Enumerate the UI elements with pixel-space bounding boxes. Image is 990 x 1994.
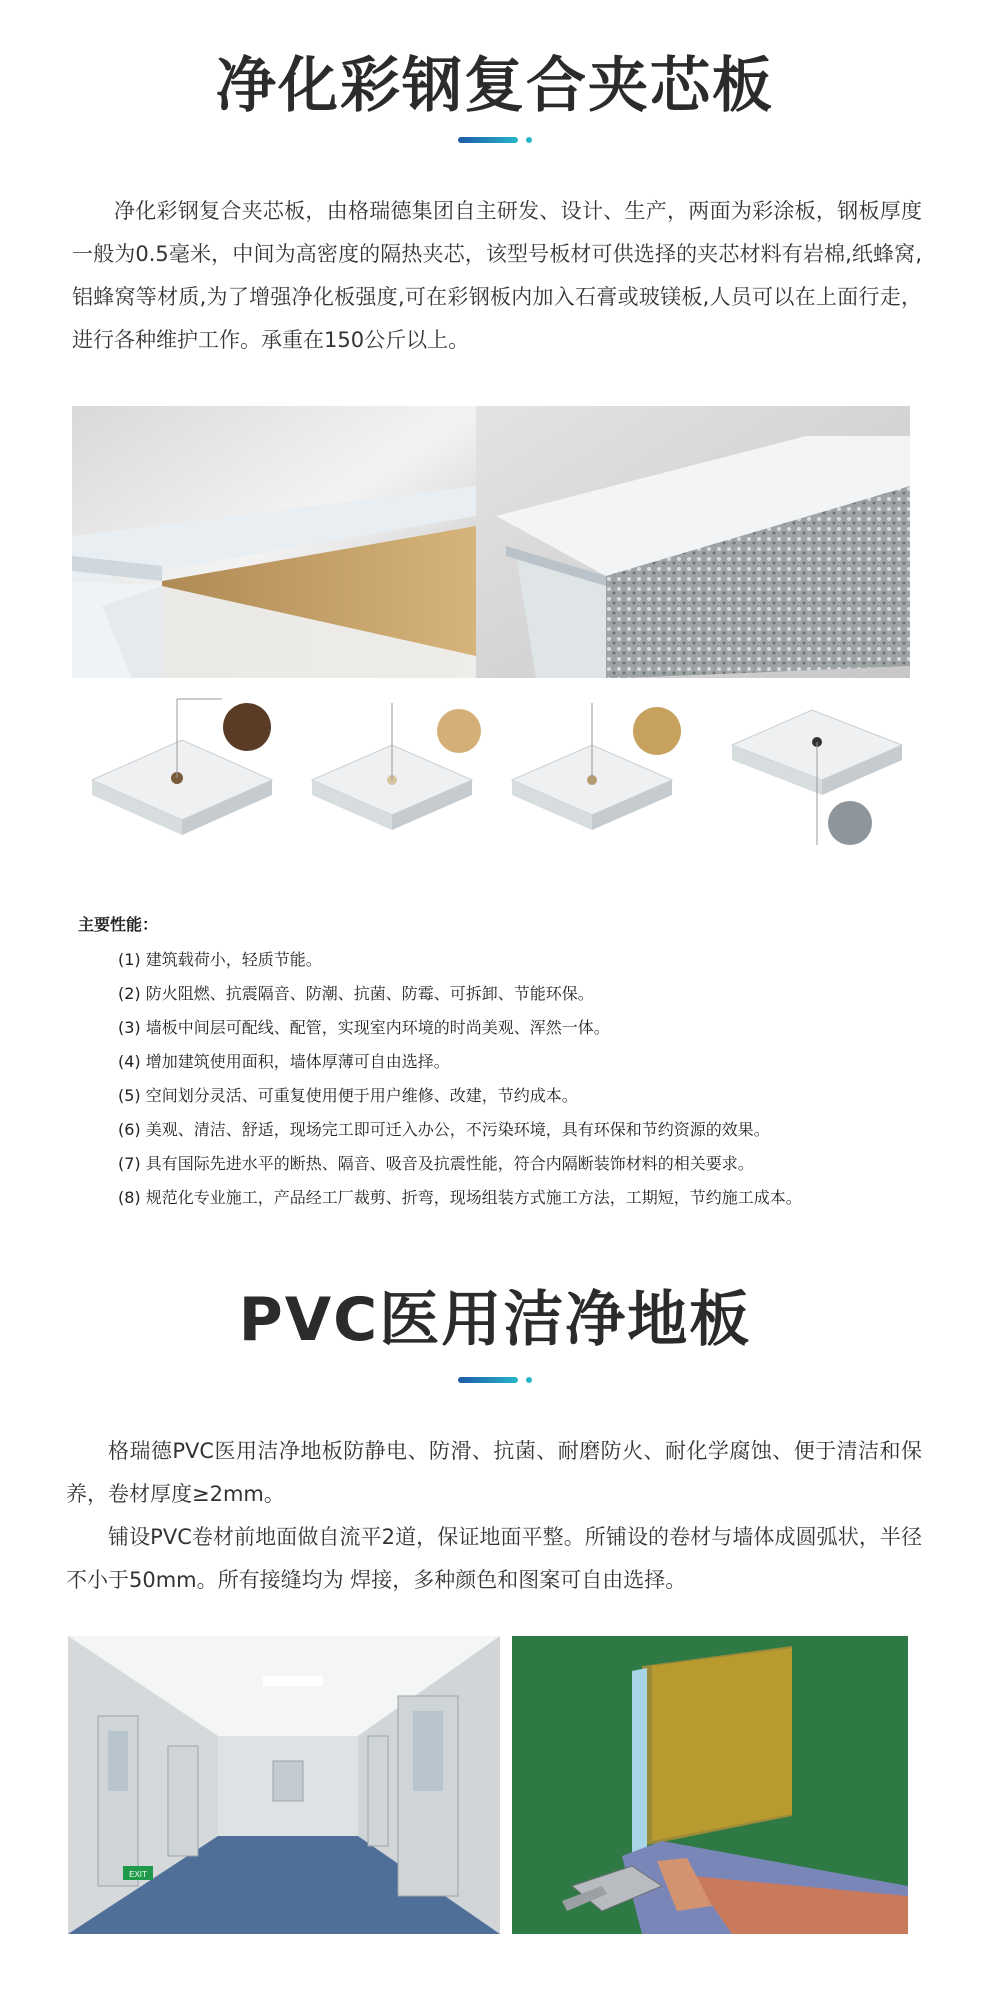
divider-dot [526, 1377, 532, 1383]
sample-panels-illustration [72, 685, 912, 855]
section2-paragraph-1: 格瑞德PVC医用洁净地板防静电、防滑、抗菌、耐磨防火、耐化学腐蚀、便于清洁和保养，卷材厚度≥2mm。 [66, 1439, 922, 1506]
performance-item: (5) 空间划分灵活、可重复使用便于用户维修、改建，节约成本。 [118, 1086, 578, 1105]
section1-divider [0, 136, 990, 144]
foam-panel-photo [476, 406, 910, 678]
performance-item: (8) 规范化专业施工，产品经工厂裁剪、折弯，现场组装方式施工方法，工期短，节约施工成本。 [118, 1188, 802, 1207]
divider-bar [458, 137, 518, 143]
rockwool-panel-illustration [72, 406, 476, 678]
performance-item: (6) 美观、清洁、舒适，现场完工即可迁入办公，不污染环境，具有环保和节约资源的效果。 [118, 1120, 770, 1139]
sample-panels-row [72, 685, 912, 855]
section1-title: 净化彩钢复合夹芯板 [216, 51, 774, 121]
corridor-illustration [68, 1636, 500, 1934]
section2-title: PVC医用洁净地板 [238, 1285, 752, 1355]
divider-bar [458, 1377, 518, 1383]
performance-item: (3) 墙板中间层可配线、配管，实现室内环境的时尚美观、浑然一体。 [118, 1018, 610, 1037]
divider-dot [526, 137, 532, 143]
foam-panel-illustration [476, 406, 910, 678]
performance-item: (7) 具有国际先进水平的断热、隔音、吸音及抗震性能，符合内隔断装饰材料的相关要求。 [118, 1154, 754, 1173]
exit-sign-text: EXIT [129, 1870, 147, 1879]
section2-intro [66, 1430, 922, 1602]
pvc-floor-section-photo [512, 1636, 908, 1934]
section2-paragraph-2: 铺设PVC卷材前地面做自流平2道，保证地面平整。所铺设的卷材与墙体成圆弧状，半径不小于50mm。所有接缝均为 焊接，多种颜色和图案可自由选择。 [66, 1525, 922, 1592]
section2-divider [0, 1376, 990, 1384]
cleanroom-corridor-photo [68, 1636, 500, 1934]
performance-section [78, 907, 802, 1215]
section1-intro [72, 190, 922, 362]
performance-list [78, 943, 802, 1215]
performance-item: (2) 防火阻燃、抗震隔音、防潮、抗菌、防霉、可拆卸、节能环保。 [118, 984, 594, 1003]
pvc-section-illustration [512, 1636, 908, 1934]
performance-item: (4) 增加建筑使用面积，墙体厚薄可自由选择。 [118, 1052, 450, 1071]
performance-title: 主要性能： [78, 915, 159, 934]
section1-paragraph: 净化彩钢复合夹芯板，由格瑞德集团自主研发、设计、生产，两面为彩涂板，钢板厚度一般为0.5毫米，中间为高密度的隔热夹芯，该型号板材可供选择的夹芯材料有岩棉,纸蜂窝,铝蜂窝等材质,为了增强净化板强度,可在彩钢板内加入石膏或玻镁板,人员可以在上面行走，进行各种维护工作。承重在150公斤以上。 [72, 199, 922, 352]
rockwool-panel-photo [72, 406, 476, 678]
performance-item: (1) 建筑载荷小，轻质节能。 [118, 950, 322, 969]
